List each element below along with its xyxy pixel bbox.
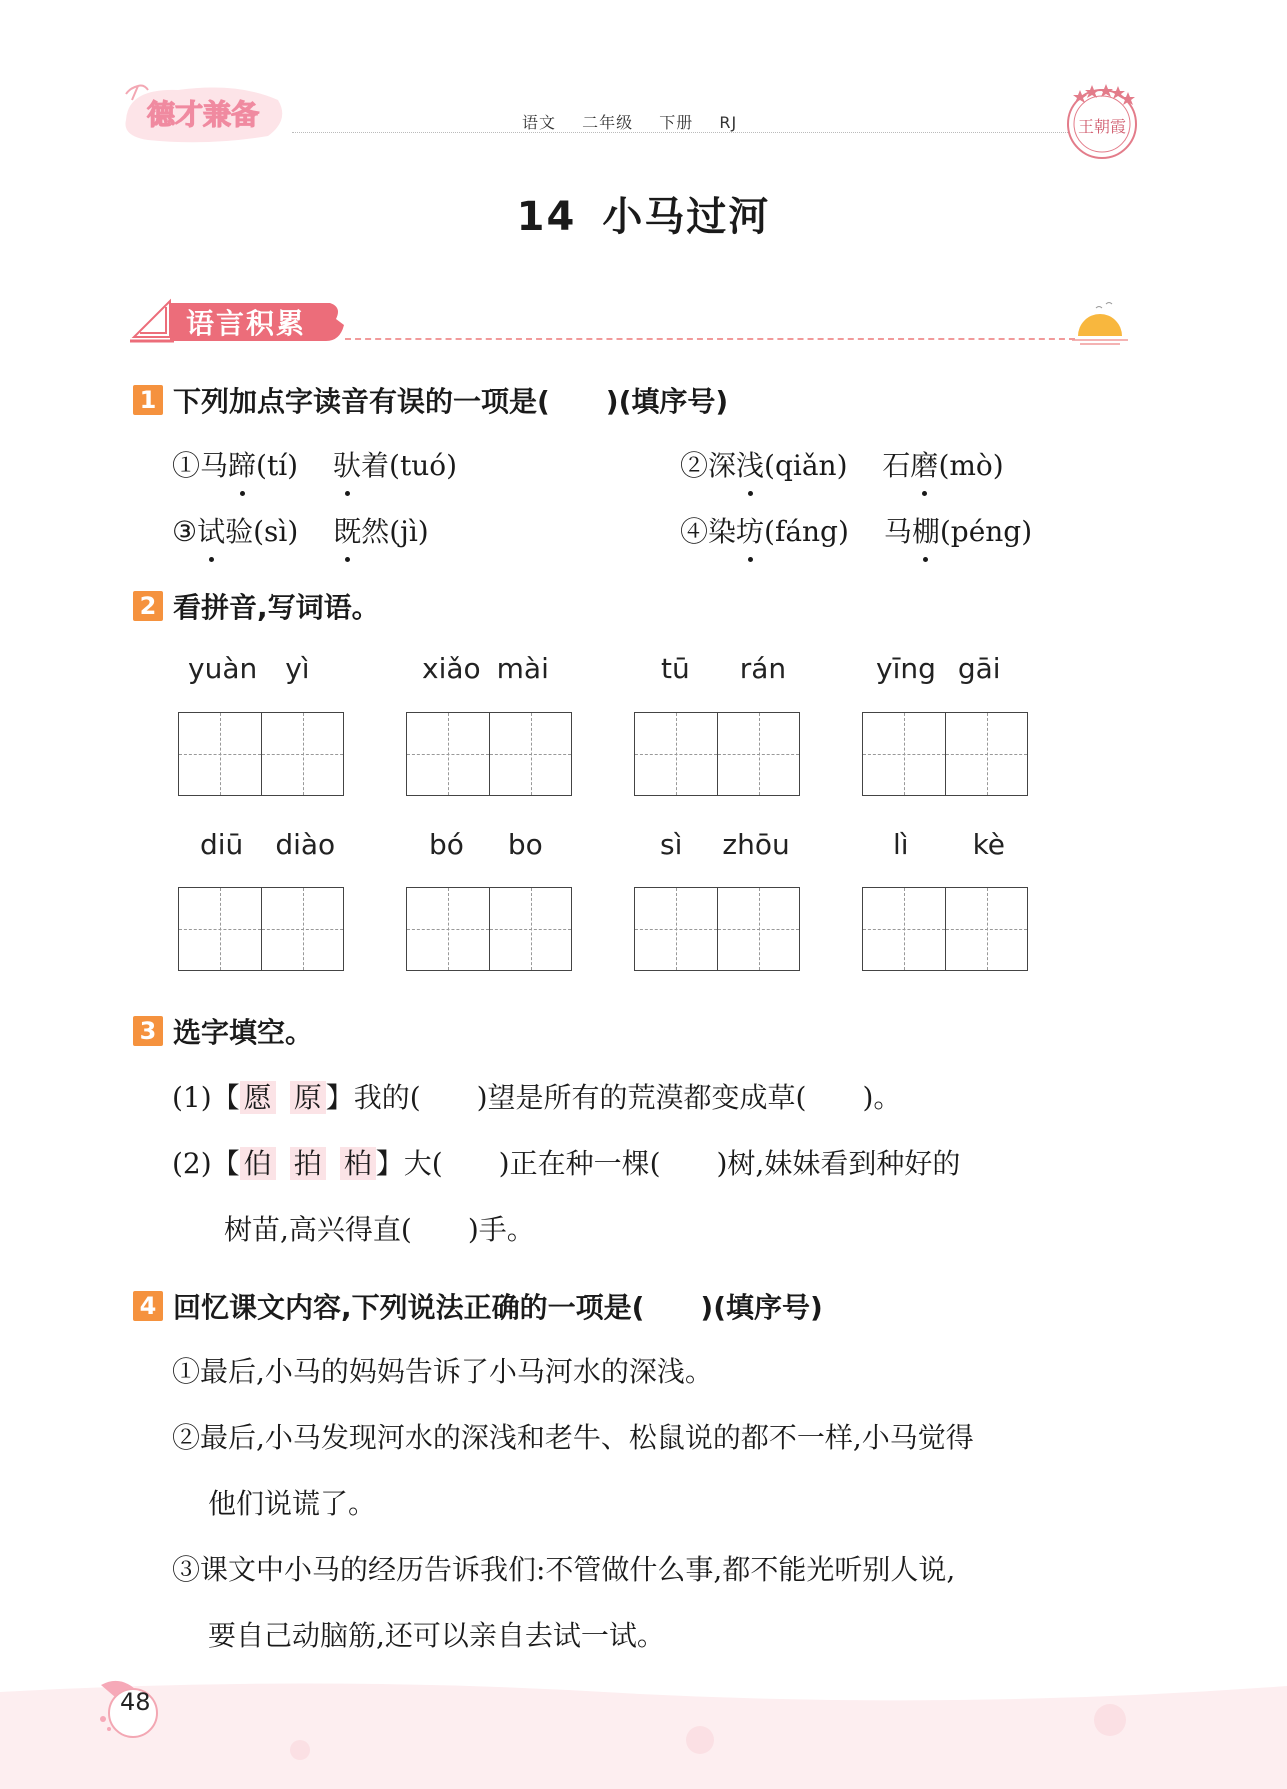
pinyin-2: xiǎo mài: [422, 652, 549, 685]
question-4-prompt: 回忆课文内容,下列说法正确的一项是( )(填序号): [173, 1291, 823, 1324]
author-seal: [1060, 78, 1144, 162]
pinyin-4: yīng gāi: [876, 652, 1001, 685]
pinyin-5: diū diào: [200, 828, 336, 861]
q4-option-3-cont: 要自己动脑筋,还可以亲自去试一试。: [208, 1619, 665, 1652]
q1-option-4: ④染坊(fáng) 马棚(péng): [680, 510, 1032, 550]
q4-option-2: ②最后,小马发现河水的深浅和老牛、松鼠说的都不一样,小马觉得: [172, 1421, 974, 1454]
question-3-prompt: 选字填空。: [173, 1016, 314, 1049]
edition: RJ: [719, 113, 738, 132]
page-number: 48: [120, 1688, 151, 1716]
writing-grid[interactable]: [862, 887, 1028, 971]
choice-char: 原: [290, 1081, 326, 1114]
lesson-number: 14: [516, 194, 577, 240]
lesson-name: 小马过河: [602, 194, 771, 240]
writing-grid[interactable]: [862, 712, 1028, 796]
question-number-3: 3: [133, 1016, 163, 1046]
volume: 下册: [659, 113, 694, 132]
pinyin-3: tū rán: [661, 652, 787, 685]
grade: 二年级: [582, 113, 634, 132]
choice-char: 愿: [240, 1081, 276, 1114]
brand-text: 德才兼备: [146, 98, 260, 131]
writing-grid[interactable]: [634, 712, 800, 796]
header-divider: [292, 132, 1072, 133]
question-2-prompt: 看拼音,写词语。: [173, 591, 380, 624]
writing-grid[interactable]: [178, 887, 344, 971]
question-4-heading: [133, 1286, 823, 1326]
section-divider: [345, 338, 1075, 340]
choice-char: 柏: [340, 1147, 376, 1180]
section-label: 语言积累: [186, 307, 307, 340]
question-1-heading: [133, 380, 728, 420]
sunset-icon: [1070, 300, 1130, 350]
seal-text: 王朝霞: [1077, 117, 1127, 136]
pinyin-7: sì zhōu: [660, 828, 790, 861]
writing-grid[interactable]: [634, 887, 800, 971]
q3-line-1: (1)【 愿 原 】我的( )望是所有的荒漠都变成草( )。: [172, 1081, 902, 1114]
q1-option-1: ①马蹄(tí) 驮着(tuó): [172, 444, 457, 484]
question-number-1: 1: [133, 385, 163, 415]
question-3-heading: [133, 1011, 313, 1051]
choice-char: 拍: [290, 1147, 326, 1180]
q4-option-1: ①最后,小马的妈妈告诉了小马河水的深浅。: [172, 1355, 713, 1388]
writing-grid[interactable]: [406, 712, 572, 796]
question-number-4: 4: [133, 1291, 163, 1321]
question-2-heading: [133, 586, 380, 626]
question-1-prompt: 下列加点字读音有误的一项是( )(填序号): [173, 385, 729, 418]
header-meta: [522, 110, 757, 133]
pinyin-8: lì kè: [893, 828, 1006, 861]
q4-option-3: ③课文中小马的经历告诉我们:不管做什么事,都不能光听别人说,: [172, 1553, 956, 1586]
footer-wave: [0, 1680, 1287, 1789]
writing-grid[interactable]: [178, 712, 344, 796]
lesson-title: [0, 185, 1287, 242]
q1-option-3: ③试验(sì) 既然(jì): [172, 510, 429, 550]
q3-line-3: 树苗,高兴得直( )手。: [224, 1213, 535, 1246]
pinyin-6: bó bo: [429, 828, 543, 861]
question-number-2: 2: [133, 591, 163, 621]
choice-char: 伯: [240, 1147, 276, 1180]
q1-option-2: ②深浅(qiǎn) 石磨(mò): [680, 444, 1004, 484]
writing-grid[interactable]: [406, 887, 572, 971]
brand-logo: [118, 80, 288, 144]
pinyin-1: yuàn yì: [188, 652, 310, 685]
q4-option-2-cont: 他们说谎了。: [208, 1487, 377, 1520]
subject: 语文: [522, 113, 557, 132]
q3-line-2: (2)【 伯 拍 柏 】大( )正在种一棵( )树,妹妹看到种好的: [172, 1147, 961, 1180]
